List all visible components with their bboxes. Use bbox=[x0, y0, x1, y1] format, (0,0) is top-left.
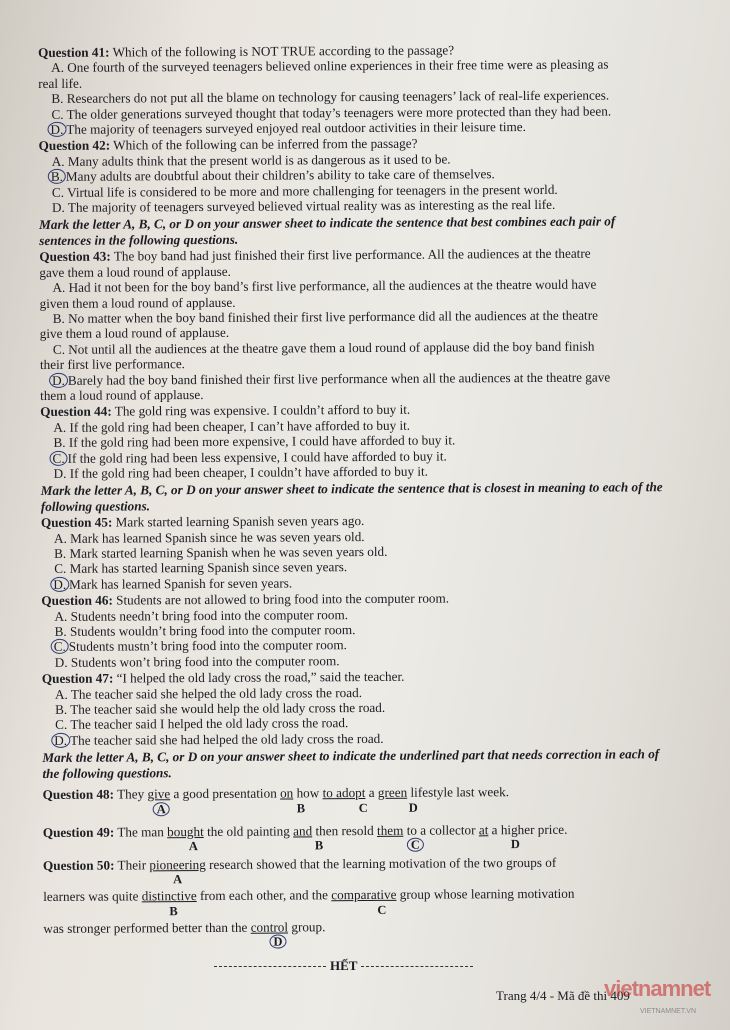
option-d: D. Students won’t bring food into the computer room. bbox=[54, 653, 340, 670]
text: then resold bbox=[312, 822, 378, 838]
option-d bbox=[42, 729, 672, 748]
label-c-circled: C bbox=[407, 838, 424, 852]
question-number: Question 46: bbox=[41, 592, 113, 609]
underlined-b: distinctive bbox=[141, 888, 197, 904]
answer-circle: D. bbox=[49, 372, 68, 387]
text: lifestyle last week. bbox=[407, 784, 510, 800]
question-stem: Mark started learning Spanish seven years ago. bbox=[112, 513, 365, 530]
section-instruction: Mark the letter A, B, C, or D on your answer sheet to indicate the underlined part that needs correction in each of the following questions. bbox=[42, 746, 660, 781]
option-d: D. The majority of teenagers surveyed believed virtual reality was as interesting as the real life. bbox=[51, 196, 556, 215]
label-b: B bbox=[169, 903, 178, 918]
question-stem: Which of the following is NOT TRUE according to the passage? bbox=[109, 42, 455, 60]
question-number: Question 45: bbox=[40, 514, 113, 531]
option-labels bbox=[43, 901, 673, 919]
answer-circle: C. bbox=[49, 450, 67, 465]
question-43 bbox=[39, 245, 670, 403]
question-number: Question 42: bbox=[38, 137, 111, 154]
answer-circle: D. bbox=[50, 577, 69, 592]
option-b: B. Mark started learning Spanish when he was seven years old. bbox=[54, 543, 388, 561]
label-a-circled: A bbox=[153, 802, 170, 816]
text: group whose learning motivation bbox=[396, 886, 575, 903]
underlined-b: and bbox=[293, 822, 313, 838]
text: learners was quite bbox=[43, 888, 142, 905]
text: a good presentation bbox=[170, 785, 281, 802]
option-b: B. Students wouldn’t bring food into the computer room. bbox=[54, 622, 356, 639]
question-number: Question 50: bbox=[42, 857, 115, 873]
question-stem: The boy band had just finished their first live performance. All the audiences at the theatre bbox=[110, 245, 591, 264]
watermark-url: VIETNAMNET.VN bbox=[640, 1008, 697, 1015]
option-d-cont: them a loud round of applause. bbox=[40, 386, 204, 403]
underlined-c: to adopt bbox=[322, 785, 366, 801]
option-a: A. Many adults think that the present world is as dangerous as it used to be. bbox=[51, 151, 451, 169]
option-c-text: Students mustn’t bring food into the computer room. bbox=[68, 637, 347, 655]
label-c: C bbox=[358, 800, 368, 815]
option-c-text: If the gold ring had been less expensive, I could have afforded to buy it. bbox=[67, 448, 447, 466]
option-b: B. No matter when the boy band finished their first live performance did all the audiences at the theatre bbox=[52, 307, 598, 326]
answer-circle: D. bbox=[51, 733, 70, 748]
text: Their bbox=[114, 857, 150, 873]
option-a-cont: given them a loud round of applause. bbox=[39, 294, 236, 311]
text: was stronger performed better than the bbox=[43, 919, 251, 936]
option-a: A. One fourth of the surveyed teenagers believed online experiences in their free time were as pleasing as bbox=[51, 56, 609, 76]
option-b: B. If the gold ring had been more expensive, I could have afforded to buy it. bbox=[53, 432, 456, 451]
question-number: Question 44: bbox=[40, 403, 112, 420]
question-42 bbox=[39, 135, 669, 216]
label-a: A bbox=[173, 872, 183, 887]
text: to a collector bbox=[403, 821, 479, 838]
underlined-d: at bbox=[478, 821, 489, 837]
option-b: B. Researchers do not put all the blame on technology for causing teenagers’ lack of real-life experiences. bbox=[51, 87, 610, 107]
question-stem: The gold ring was expensive. I couldn’t afford to buy it. bbox=[111, 402, 411, 419]
option-a: A. Mark has learned Spanish since he was seven years old. bbox=[53, 528, 365, 546]
text: a higher price. bbox=[488, 821, 568, 837]
option-d-text: Mark has learned Spanish for seven years. bbox=[69, 575, 293, 592]
option-a: A. Students needn’t bring food into the computer room. bbox=[54, 606, 349, 624]
option-d-text: Barely had the boy band finished their first live performance when all the audiences at the theatre gave bbox=[67, 369, 611, 388]
answer-circle: D. bbox=[47, 122, 66, 137]
question-50 bbox=[43, 854, 674, 950]
question-45 bbox=[41, 511, 671, 592]
answer-circle: C. bbox=[51, 639, 69, 654]
question-44 bbox=[40, 400, 670, 481]
option-c-cont: their first live performance. bbox=[39, 356, 186, 373]
watermark-logo: vietnamnet bbox=[604, 976, 711, 1001]
question-number: Question 43: bbox=[39, 248, 111, 265]
option-labels bbox=[43, 836, 673, 854]
option-d-text: The majority of teenagers surveyed enjoyed real outdoor activities in their leisure time. bbox=[66, 119, 526, 137]
question-46 bbox=[41, 589, 671, 670]
question-49 bbox=[43, 821, 673, 854]
option-b: B. The teacher said she would help the old lady cross the road. bbox=[55, 699, 386, 717]
label-b: B bbox=[314, 838, 324, 853]
option-labels bbox=[43, 799, 673, 817]
option-a: A. If the gold ring had been cheaper, I can’t have afforded to buy it. bbox=[53, 417, 411, 435]
section-instruction: Mark the letter A, B, C, or D on your answer sheet to indicate the sentence that best combines each pair of sentences in the following questions. bbox=[39, 213, 616, 248]
question-41 bbox=[38, 41, 669, 137]
option-b-cont: give them a loud round of applause. bbox=[39, 325, 230, 342]
option-c: C. Not until all the audiences at the theatre gave them a loud round of applause did the boy band finish bbox=[52, 338, 595, 357]
end-marker bbox=[210, 958, 477, 974]
text: how bbox=[293, 785, 323, 801]
underlined-b: on bbox=[280, 785, 294, 801]
label-c: C bbox=[377, 902, 387, 917]
label-d: D bbox=[408, 800, 418, 815]
question-stem: “I helped the old lady cross the road,” said the teacher. bbox=[113, 669, 405, 686]
end-text: HẾT bbox=[330, 958, 358, 973]
question-number: Question 41: bbox=[38, 44, 110, 60]
question-stem: Students are not allowed to bring food into the computer room. bbox=[112, 590, 450, 608]
option-c: C. The older generations surveyed thought that today’s teenagers were more protected than they had been. bbox=[51, 103, 612, 122]
dash-left bbox=[214, 966, 326, 967]
text: a bbox=[365, 785, 378, 801]
question-number: Question 48: bbox=[42, 786, 115, 803]
option-a: A. The teacher said she helped the old lady cross the road. bbox=[54, 684, 363, 702]
question-stem: Which of the following can be inferred from the passage? bbox=[110, 136, 418, 153]
option-labels bbox=[43, 869, 673, 887]
text: the old painting bbox=[203, 822, 294, 839]
answer-circle: B. bbox=[48, 169, 66, 184]
question-stem-cont: gave them a loud round of applause. bbox=[39, 263, 231, 280]
label-d-circled: D bbox=[269, 935, 286, 949]
underlined-a: give bbox=[147, 786, 171, 802]
page-footer: Trang 4/4 - Mã đề thi 409 bbox=[496, 988, 630, 1003]
underlined-d: green bbox=[377, 784, 408, 801]
option-d: D. If the gold ring had been cheaper, I couldn’t have afforded to buy it. bbox=[53, 463, 429, 481]
option-c: C. The teacher said I helped the old lady cross the road. bbox=[55, 715, 349, 733]
underlined-a: pioneering bbox=[149, 856, 206, 873]
text: They bbox=[113, 786, 148, 802]
text: The man bbox=[114, 823, 168, 840]
option-b-text: Many adults are doubtful about their children’s ability to take care of themselves. bbox=[65, 166, 495, 185]
question-47 bbox=[42, 667, 672, 748]
text: research showed that the learning motivation of the two groups of bbox=[205, 854, 557, 872]
underlined-d: control bbox=[250, 919, 289, 935]
dash-right bbox=[361, 966, 473, 967]
label-d: D bbox=[510, 836, 520, 852]
underlined-a: bought bbox=[167, 823, 204, 839]
option-labels bbox=[43, 932, 673, 950]
label-b: B bbox=[296, 800, 306, 815]
question-number: Question 47: bbox=[41, 670, 114, 687]
underlined-c: comparative bbox=[331, 887, 397, 903]
label-a: A bbox=[188, 838, 198, 853]
option-c: C. Mark has started learning Spanish since seven years. bbox=[54, 559, 348, 577]
question-48 bbox=[43, 783, 673, 816]
option-d-text: The teacher said she had helped the old lady cross the road. bbox=[70, 730, 384, 748]
option-a: A. Had it not been for the boy band’s first live performance, all the audiences at the theatre would have bbox=[52, 276, 597, 296]
option-a-cont: real life. bbox=[38, 75, 83, 91]
section-instruction: Mark the letter A, B, C, or D on your answer sheet to indicate the sentence that is closest in meaning to each of the following questions. bbox=[40, 479, 663, 514]
underlined-c: them bbox=[376, 822, 404, 838]
text: group. bbox=[287, 918, 326, 935]
text: from each other, and the bbox=[196, 887, 332, 904]
exam-content bbox=[38, 40, 674, 950]
question-number: Question 49: bbox=[42, 824, 115, 840]
option-c: C. Virtual life is considered to be more and more challenging for teenagers in the present world. bbox=[51, 181, 558, 200]
